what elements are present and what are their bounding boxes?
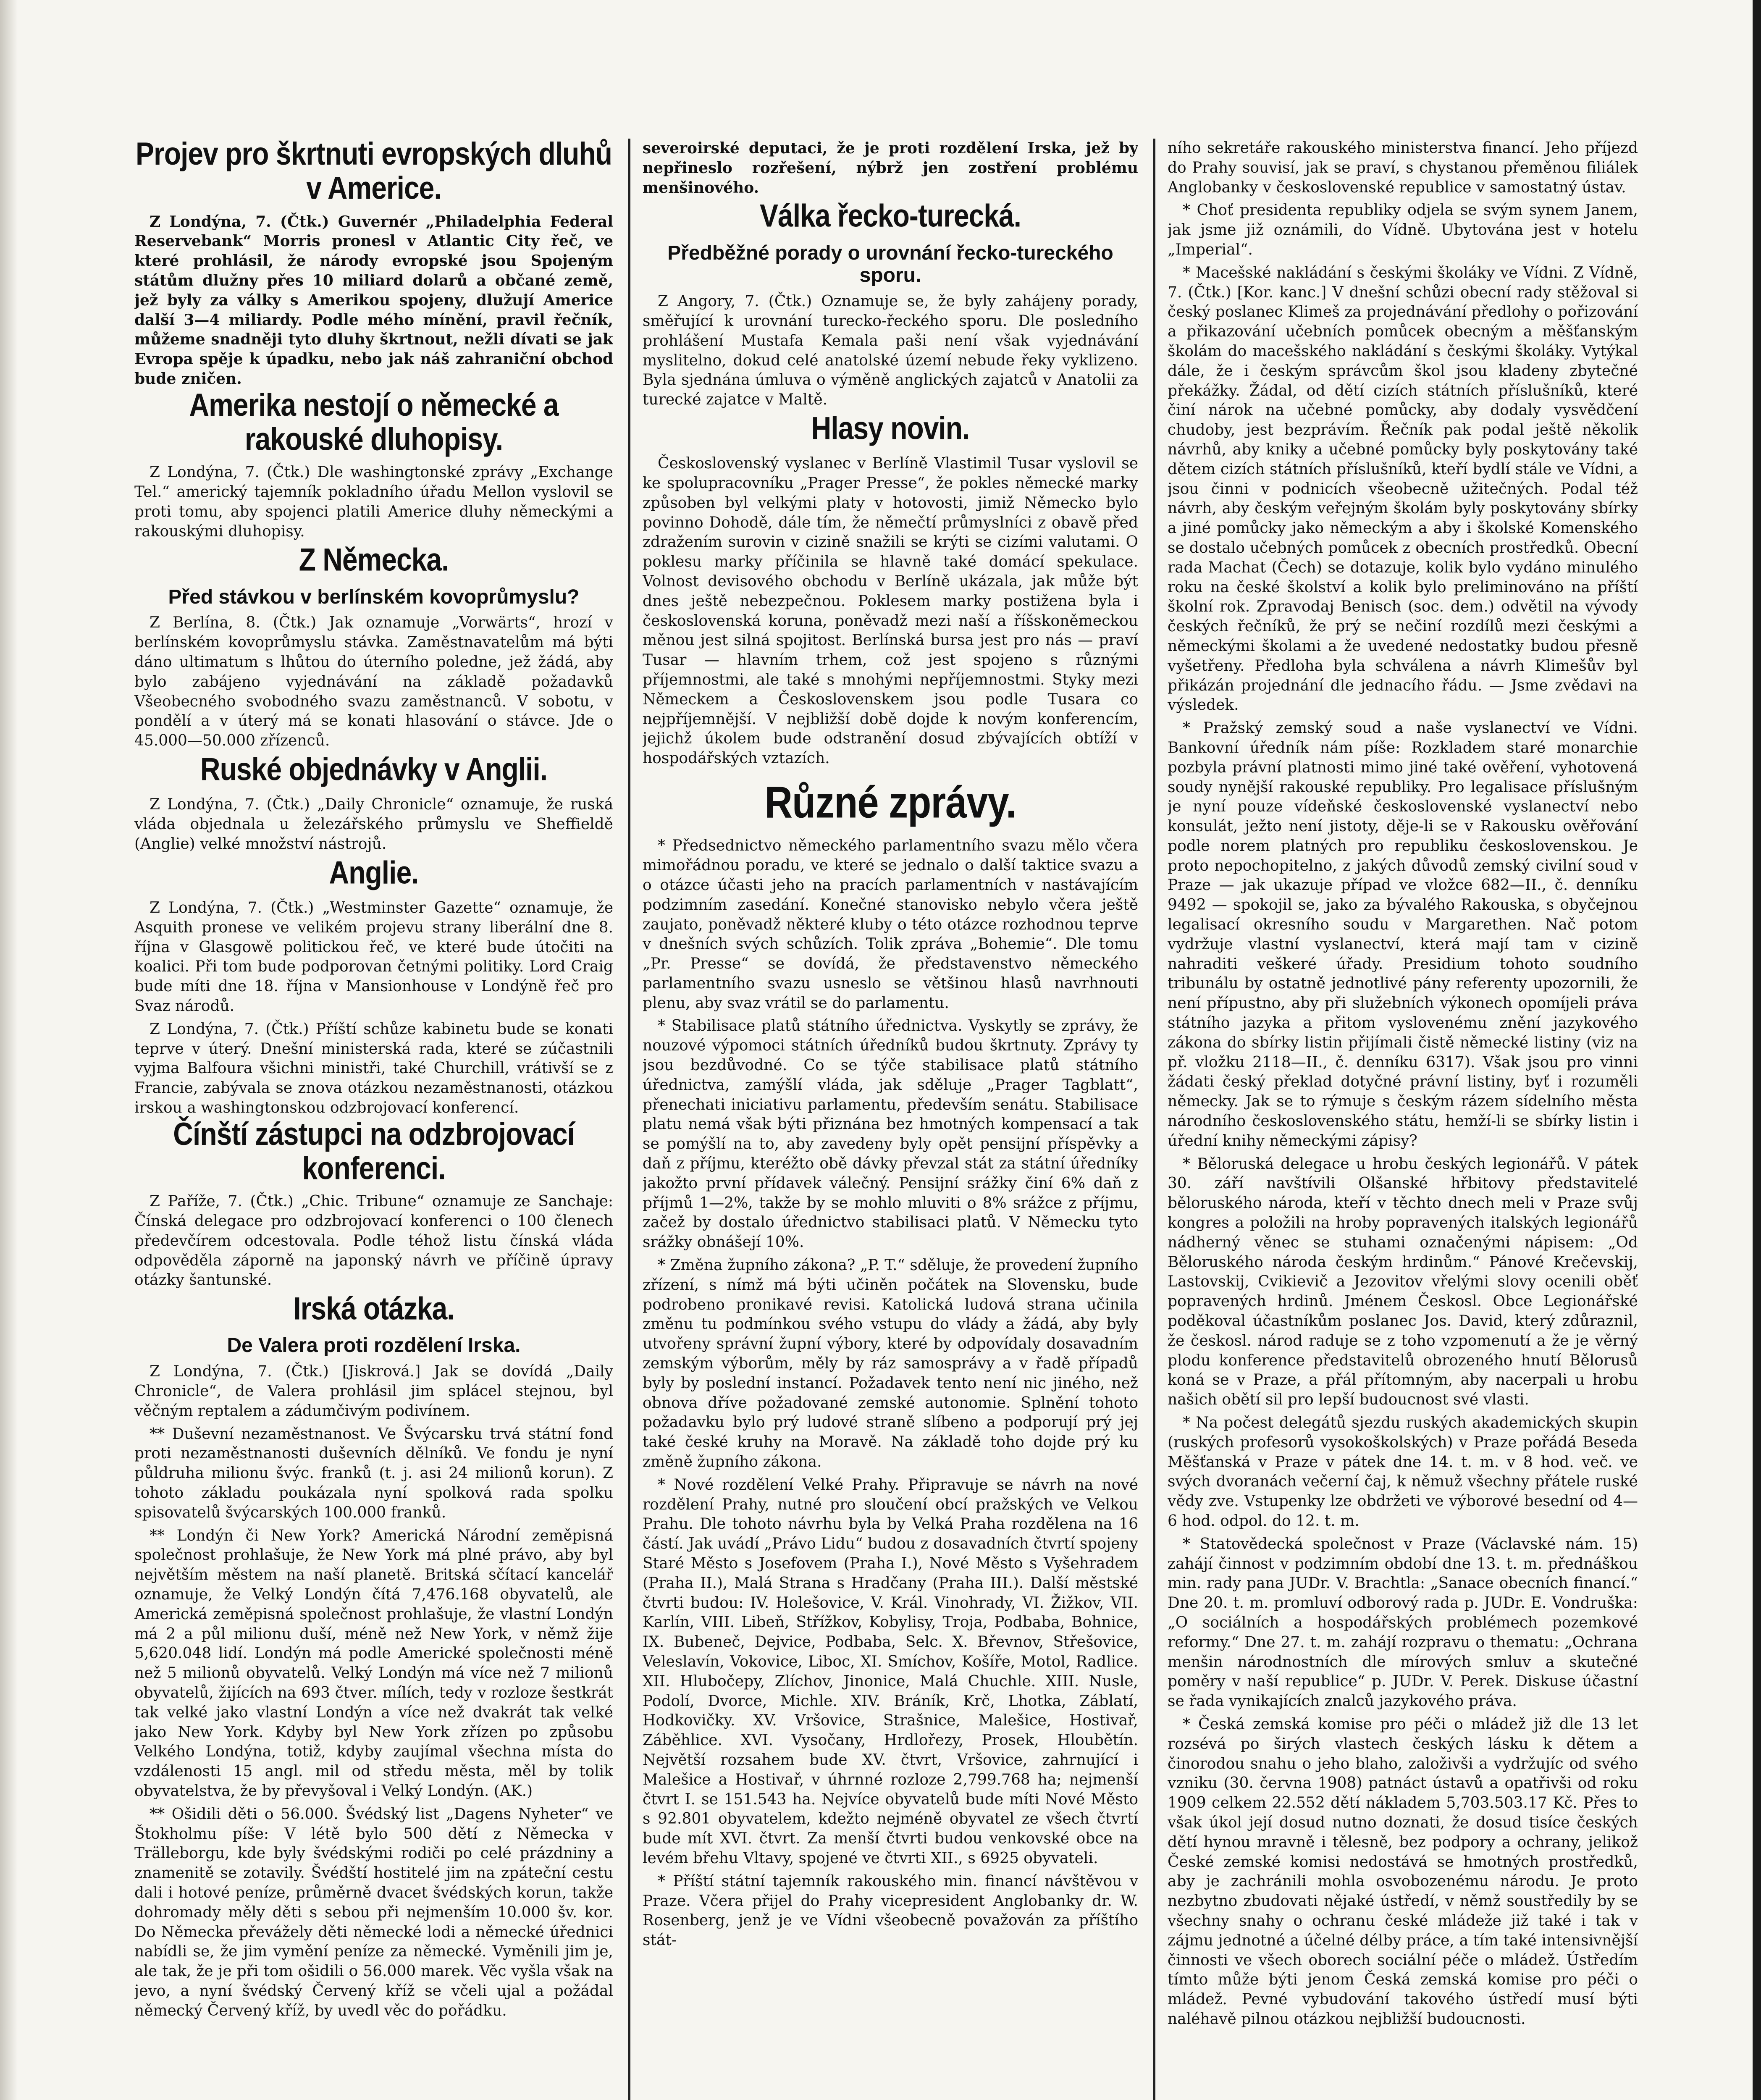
article-text: Z Paříže, 7. (Čtk.) „Chic. Tribune“ oznamuje ze Sanchaje: Čínská delegace pro odzbrojovací konferenci o 100 členech předevčírem odcestovala. Podle téhož listu čínská vláda odpověděla záporně na japonský návrh ve příčině úpravy otázky šantunské. [134, 1193, 613, 1289]
article-text: ** Ošidili děti o 56.000. Švédský list „Dagens Nyheter“ ve Štokholmu píše: V létě bylo 500 dětí z Německa v Trälleborgu, kde byly švédskými rodiči po celé prázdniny a znamenitě se zotavily. Švédští hostitelé jim na zpáteční cestu dali i hotové peníze, průměrně dvacet švédských korun, takže dohromady měly děti s sebou při nejmenším 10.000 šv. kor. Do Německa převážely děti německé lodi a německé úřednici nabídli se, že jim vymění peníze za německé. Vyměnili jim je, ale tak, že je při tom ošidili o 56.000 marek. Věc vyšla však na jevo, a nyní švédský Červený kříž se včeli ujal a požádal německý Červený kříž, by uvedl věc do pořádku. [134, 1805, 613, 2019]
subheadline-porady: Předběžné porady o urovnání řecko-tureckého sporu. [667, 242, 1113, 287]
article-text: Z Londýna, 7. (Čtk.) Guvernér „Philadelphia Federal Reservebank“ Morris pronesl v Atlantic City řeč, ve které prohlásil, že národy evropské jsou Spojeným státům dlužny přes 10 miliard dolarů a občané země, jež byly za války s Amerikou spojeny, dlužují Americe další 3—4 miliardy. Podle mého mínění, pravil řečník, můžeme snadněji tyto dluhy škrtnout, nežli dívati se jak Evropa spěje k úpadku, nebo jak náš zahraniční obchod bude zničen. [134, 213, 613, 388]
article-text: * Změna župního zákona? „P. T.“ sděluje, že provedení župního zřízení, s nímž má býti učiněn počátek na Slovensku, bude podrobeno pronikavé revisi. Katolická ludová strana učinila změnu tu podmínkou svého vstupu do vlády a žádá, aby byly utvořeny správní župní výbory, které by odpovídaly dosavadním zemským výborům, měly by ráz samosprávy a v řadě případů byly by poslední instancí. Požadavek tento není nic jiného, než obnova dříve požadované zemské autonomie. Splnění tohoto požadavku bylo prý ludové straně slíbeno a podporují prý jej také české kruhy na Moravě. Na základě toho dojde prý ku změně župního zákona. [643, 1257, 1138, 1471]
article-text: ního sekretáře rakouského ministerstva financí. Jeho příjezd do Prahy souvisí, jak se praví, s chystanou přeměnou filiálek Anglobanky v československé republice v samostatný ústav. [1168, 139, 1638, 196]
article-text: Z Londýna, 7. (Čtk.) Dle washingtonské zprávy „Exchange Tel.“ americký tajemník pokladního úřadu Mellon vyslovil se proti tomu, aby spojenci platili Americe dluhy německými a rakouskými dluhopisy. [134, 464, 613, 540]
headline-projev-dluhy: Projev pro škrtnuti evropských dluhů v Americe. [136, 139, 612, 206]
article-text: * Příští státní tajemník rakouského min. financí návštěvou v Praze. Včera přijel do Prahy vicepresident Anglobanky dr. W. Rosenberg, jenž je ve Vídni všeobecně považován za příštího stát- [643, 1872, 1138, 1949]
scan-edge-bar [1753, 0, 1761, 2100]
article-text: * Pražský zemský soud a naše vyslanectví ve Vídni. Bankovní úředník nám píše: Rozkladem staré monarchie pozbyla právní platnosti mimo jiné také ověření, vyhotovená soudy nynější rakouské republiky. Pro legalisace příslušným je nyní pouze vídeňské československé vyslanectví nebo konsulát, ježto není jistoty, děje-li se v Rakousku ověřování podle norem platných pro republiku československou. Je proto nepochopitelno, z jakých důvodů zemský civilní soud v Praze — jak ukazuje případ ve vložce 682—II., č. denníku 9492 — spokojil se, jako za bývalého Rakouska, s obyčejnou legalisací okresního soudu v Margarethen. Nač potom vydržuje vlastní vyslanectví, která mají tam v cizině nahraditi veškeré úřady. Presidium tohoto soudního tribunálu by ostatně jednotlivé pány referenty upozornili, že není přípustno, aby při služebních výkonech opomíjeli práva státního jazyka a přitom vyslovenému znění jazykového zákona do sbírky listin přijímali čistě německé listiny (viz na př. vložku 2118—II., č. denníku 6317). Však jsou pro vinni žádati český překlad dotyčné právní listiny, byť i rozuměli německy. Jak se to rýmuje s českým rázem sídelního města národního československého státu, hemží-li se sbírky listin i úřední knihy německými zápisy? [1168, 719, 1638, 1150]
subheadline-de-valera: De Valera proti rozdělení Irska. [227, 1334, 521, 1357]
article-text: * Běloruská delegace u hrobu českých legionářů. V pátek 30. září navštívili Olšanské hřbitovy představitelé běloruského národa, kteří v těchto dnech meli v Praze svůj kongres a položili na hroby popravených italských legionářů nádherný věnec se stuhami označenými nápisem: „Od Běloruského národa českým hrdinům.“ Pánové Krečevskij, Lastovskij, Cvikievič a Jezovitov vřelými slovy ocenili oběť popravených hrdinů. Jménem Českosl. Obce Legionářské poděkoval účastníkům poslanec Jos. David, který zdůraznil, že českosl. národ raduje se z toho vzpomenutí a že je věrný plodu konference představitelů obrozeného hnutí Bělorusů koná se v Praze, a přál přítomným, aby nacerpali u hrobu našich obětí sil pro lepší budoucnost své vlasti. [1168, 1155, 1638, 1409]
article-text: * Statovědecká společnost v Praze (Václavské nám. 15) zahájí činnost v podzimním období dne 13. t. m. přednáškou min. rady pana JUDr. V. Brachtla: „Sanace obecních financí.“ Dne 20. t. m. promluví odborový rada p. JUDr. E. Vondruška: „O sociálních a hospodářských problémech pozemkové reformy.“ Dne 27. t. m. zahájí rozpravu o thematu: „Ochrana menšin národnostních dle mírových smluv a skutečné poměry v naší republice“ p. JUDr. V. Perek. Diskuse účastní se řada vynikajících znalců jazykového práva. [1168, 1535, 1638, 1710]
article-text: Z Berlína, 8. (Čtk.) Jak oznamuje „Vorwärts“, hrozí v berlínském kovoprůmyslu stávka. Zaměstnavatelům má býti dáno ultimatum s lhůtou do úterního poledne, jež žádá, aby bylo zabájeno vyjednávání na základě požadavků Všeobecného svobodného svazu zaměstnanců. V sobotu, v pondělí a v úterý má se konati hlasování o stávce. Jde o 45.000—50.000 zřízenců. [134, 614, 613, 750]
article-text: Československý vyslanec v Berlíně Vlastimil Tusar vyslovil se ke spolupracovníku „Prager Presse“, že pokles německé marky způsoben byl velkými platy v hotovosti, jimiž Německo bylo povinno Dohodě, dále tím, že němečtí průmyslníci z obavě před zdražením surovin v cizině snažili se krýti se cizími valutami. O poklesu marky příčinila se hlavně také domácí spekulace. Volnost devisového obchodu v Berlíně ukázala, jak může být dnes ještě nebezpečnou. Poklesem marky postižena byla i československá koruna, poněvadž mezi naší a říšskoněmeckou měnou jest silná spojitost. Berlínská bursa jest pro nás — praví Tusar — hlavním trhem, což jest spojeno s různými příjemnostmi, ale také s mnohými nepříjemnostmi. Styky mezi Německem a Československem jsou podle Tusara co nejpříjemnější. V nejbližší době dojde k novým konferencím, jejichž úkolem bude odstranění dosud zbývajících obtíží v hospodářských vztazích. [643, 455, 1138, 767]
headline-amerika-dluhopisy: Amerika nestojí o německé a rakouské dluhopisy. [189, 386, 559, 457]
article-text: * Nové rozdělení Velké Prahy. Připravuje se návrh na nové rozdělení Prahy, nutné pro sloučení obcí pražských ve Velkou Prahu. Dle tohoto návrhu byla by Velká Praha rozdělena na 16 částí. Jak uvádí „Právo Lidu“ budou z dosavadních čtvrtí spojeny Staré Město s Josefovem (Praha I.), Nové Město s Vyšehradem (Praha II.), Malá Strana s Hradčany (Praha III.). Další městské čtvrti budou: IV. Holešovice, V. Král. Vinohrady, VI. Žižkov, VII. Karlín, VIII. Libeň, Střížkov, Kobylisy, Troja, Podbaba, Bohnice, IX. Bubeneč, Dejvice, Podbaba, Selc. X. Břevnov, Střešovice, Veleslavín, Vokovice, Liboc, XI. Smíchov, Košíře, Motol, Radlice. XII. Hlubočepy, Zlíchov, Jinonice, Malá Chuchle. XIII. Nusle, Podolí, Dvorce, Michle. XIV. Bráník, Krč, Lhotka, Záblatí, Hodkovičky. XV. Vršovice, Strašnice, Malešice, Hostivař, Záběhlice. XVI. Vysočany, Hrdlořezy, Prosek, Hloubětín. Největší rozsahem bude XV. čtvrt, Vršovice, zahrnující i Malešice a Hostivař, v úhrnné rozloze 2,799.768 ha; nejmenší čtvrt I. se 151.543 ha. Nejvíce obyvatelů bude míti Nové Město s 92.801 obyvatelem, kdežto nejméně obyvatel ze všech čtvrtí bude mít XVI. čtvrt. Za menší čtvrti budou venkovské obce na levém břehu Vltavy, spojené ve čtvrti XII., s 6925 obyvateli. [643, 1476, 1138, 1867]
column-divider [628, 139, 630, 2100]
article-text: ** Londýn či New York? Americká Národní zeměpisná společnost prohlašuje, že New York má plné právo, aby byl největším městem na naší planetě. Britská sčítací kancelář oznamuje, že Velký Londýn čítá 7,476.168 obyvatelů, ale Americká zeměpisná společnost prohlašuje, že vlastní Londýn má 2 a půl milionu duší, méně než New York, v němž žije 5,620.048 lidí. Londýn má podle Americké společnosti méně než 5 milionů obyvatelů. Velký Londýn má více než 7 milionů obyvatelů, žijících na 693 čtver. mílích, tedy v rozloze šestkrát tak velké jako vlastní Londýn a více než dvakrát tak velké jako New York. Kdyby byl New York zřízen po způsobu Velkého Londýna, totiž, kdyby zaujímal všechna místa do vzdálenosti 15 angl. mil od středu města, měl by tolik obyvatelstva, že by převyšoval i Velký Londýn. (AK.) [134, 1527, 613, 1800]
column-2 [643, 139, 1138, 2100]
headline-hlasy-novin: Hlasy novin. [811, 410, 970, 446]
article-text: * Stabilisace platů státního úřednictva. Vyskytly se zprávy, že nouzové výpomoci státních úředníků budou škrtnuty. Zprávy ty jsou bezdůvodné. Co se týče stabilisace platů státního úřednictva, zamýšlí vláda, jak sděluje „Prager Tagblatt“, přenechati iniciativu parlamentu, především senátu. Stabilisace platu nemá však býti přiznána bez hmotných kompensací a tak se pomýšlí na to, aby zavedeny byly opět pensijní příspěvky a daň z příjmu, kteréžto obě dávky převzal stát za státní úředníky jakožto první přídavek válečný. Pensijní srážky činí 6% daň z příjmů 1—2%, takže by se mohlo mluviti o 8% srážce z příjmu, začež by dostalo úřednictvo stabilisaci platů. V Německu tyto srážky obnášejí 10%. [643, 1017, 1138, 1251]
column-divider [1153, 139, 1155, 2100]
article-text: * Macešské nakládání s českými školáky ve Vídni. Z Vídně, 7. (Čtk.) [Kor. kanc.] V dnešní schůzi obecní rady stěžoval si český poslanec Klimeš za projednávání předlohy o pořizování a přikazování učebních pomůcek obecným a měšťanským školám do macešského nakládání s českými školáky. Vytýkal dále, že i českým správcům škol jsou kladeny zbytečné překážky. Žádal, od dětí cizích státních příslušníků, které činí nárok na učebné pomůcky, aby dodaly vysvědčení chudoby, jest bezprávím. Řečník pak podal ještě několik návrhů, aby kniky a učebné pomůcky byly poskytovány také dětem cizích státních příslušníků, kteří bydlí stále ve Vídni, a jsou činni v podnicích všeobecně užitečných. Podal též návrh, aby českým veřejným školám byly poskytovány sbírky a jiné pomůcky jako německým a aby i školské Komenského se dostalo učebných pomůcek z obecních prostředků. Obecní rada Machat (Čech) se dotazuje, kolik bylo vydáno minulého roku na české školství a kolik bylo preliminováno na příští školní rok. Zpravodaj Benisch (soc. dem.) odvětil na vývody českých řečníků, že prý se nečiní rozdílů mezi českými a německými školami a že uvedené nedostatky budou přesně vyšetřeny. Předloha byla schválena a návrh Klimešův byl přikázán projednání dle jednacího řádu. — Jsme zvědavi na výsledek. [1168, 264, 1638, 714]
headline-cinsti-zastupci: Čínští zástupci na odzbrojovací konferenci. [173, 1116, 575, 1186]
article-text: * Choť presidenta republiky odjela se svým synem Janem, jak jsme již oznámili, do Vídně. Ubytována jest v hotelu „Imperial“. [1168, 202, 1638, 258]
article-text: Z Londýna, 7. (Čtk.) Příští schůze kabinetu bude se konati teprve v úterý. Dnešní ministerská rada, které se zúčastnili vyjma Balfoura všichni ministři, také Churchill, vrátivší se z Francie, zabývala se znova otázkou nezaměstnanosti, otázkou irskou a washingtonskou odzbrojovací konferencí. [134, 1020, 613, 1116]
article-text: * Předsednictvo německého parlamentního svazu mělo včera mimořádnou poradu, ve které se jednalo o další taktice svazu a o otázce účasti jeho na pracích parlamentních v nastávajícím podzimním zasedání. Konečné stanovisko nebylo včera ještě zaujato, poněvadž některé kluby o této otázce rozhodnou teprve v dnešních svých schůzích. Tolik zpráva „Bohemie“. Dle tomu „Pr. Presse“ se dovídá, že představenstvo německého parlamentního svazu usneslo se většinou hlasů navrhnouti plenu, aby svaz vrátil se do parlamentu. [643, 837, 1138, 1012]
headline-ruzne-zpravy: Různé zprávy. [764, 778, 1016, 827]
article-text: Z Londýna, 7. (Čtk.) „Daily Chronicle“ oznamuje, že ruská vláda objednala u železářského průmyslu ve Sheffieldě (Anglie) velké množství nástrojů. [134, 796, 613, 853]
article-text: * Česká zemská komise pro péči o mládež již dle 13 let rozsévá po širých vlastech českých lásku k dětem a činorodou snahu o jeho blaho, založivši a vydržujíc od svého vzniku (30. června 1908) patnáct ústavů a opatřivši od roku 1909 celkem 22.552 dětí nákladem 5,703.503.17 Kč. Přes to však úkol její dosud nutno doznati, že dosud tisíce českých dětí hynou mravně i tělesně, bez podpory a ochrany, jelikož České zemské komisi nedostává se hmotných prostředků, aby je zachránili mohla osvobozenému národu. Je proto nezbytno zbudovati nějaké ústředí, v němž soustředily by se všechny snahy o ochranu české mládeže již také i tak v zájmu jednotné a účelné délby práce, a tím také intensivnější činnosti ve všech oborech sociální péče o mládež. Ústředím tímto může býti jenom Česká zemská komise pro péči o mládež. Pevné vybudování takového ústředí musí býti naléhavě pilnou otázkou nejbližší budoucnosti. [1168, 1715, 1638, 2028]
subheadline-stavka: Před stávkou v berlínském kovoprůmyslu? [168, 585, 580, 608]
headline-valka-recko-turecka: Válka řecko-turecká. [759, 197, 1021, 234]
page-shadow-edge [0, 0, 18, 2100]
article-text: Z Londýna, 7. (Čtk.) [Jiskrová.] Jak se dovídá „Daily Chronicle“, de Valera prohlásil jim splácel stejnou, byl věčným reptalem a zádumčivým podivínem. [134, 1363, 613, 1420]
article-text: Z Angory, 7. (Čtk.) Oznamuje se, že byly zahájeny porady, směřující k urovnání turecko-řeckého sporu. Dle posledního prohlášení Mustafa Kemala paši není však vyjednávání myslitelno, dokud celé anatolské území nebude řeky vyklizeno. Byla sjednána úmluva o výměně anglických zajatců v Anatolii za turecké zajatce v Maltě. [643, 293, 1138, 409]
article-text: * Na počest delegátů sjezdu ruských akademických skupin (ruských profesorů vysokoškolských) v Praze pořádá Beseda Měšťanská v Praze v pátek dne 14. t. m. v 8 hod. več. ve svých dvoranách večerní čaj, k němuž všechny přátele ruské vědy zve. Vstupenky lze obdržeti ve výborové besední od 4—6 hod. odpol. do 12. t. m. [1168, 1414, 1638, 1530]
headline-ruske-objednavky: Ruské objednávky v Anglii. [200, 751, 548, 787]
headline-anglie: Anglie. [329, 854, 419, 890]
column-3 [1168, 139, 1638, 2100]
article-text: ** Duševní nezaměstnanost. Ve Švýcarsku trvá státní fond proti nezaměstnanosti duševních dělníků. Ve fondu je nyní půldruha milionu švýc. franků (t. j. asi 24 milionů korun). Z tohoto základu poukázala nyní spolková rada spolku spisovatelů švýcarských 100.000 franků. [134, 1425, 613, 1521]
column-1 [134, 139, 613, 2100]
headline-z-nemecka: Z Německa. [299, 541, 449, 578]
article-text: Z Londýna, 7. (Čtk.) „Westminster Gazette“ oznamuje, že Asquith pronese ve velikém projevu strany liberální dne 8. října v Glasgowě politickou řeč, ve které bude útočiti na koalici. Při tom bude podporovan četnými politiky. Lord Craig bude míti dne 18. října v Mansionhouse v Londýně řeč pro Svaz národů. [134, 899, 613, 1015]
headline-irska-otazka: Irská otázka. [293, 1290, 454, 1326]
article-text: severoirské deputaci, že je proti rozdělení Irska, jež by nepřineslo rozřešení, nýbrž jen zostření problému menšinového. [643, 139, 1138, 197]
